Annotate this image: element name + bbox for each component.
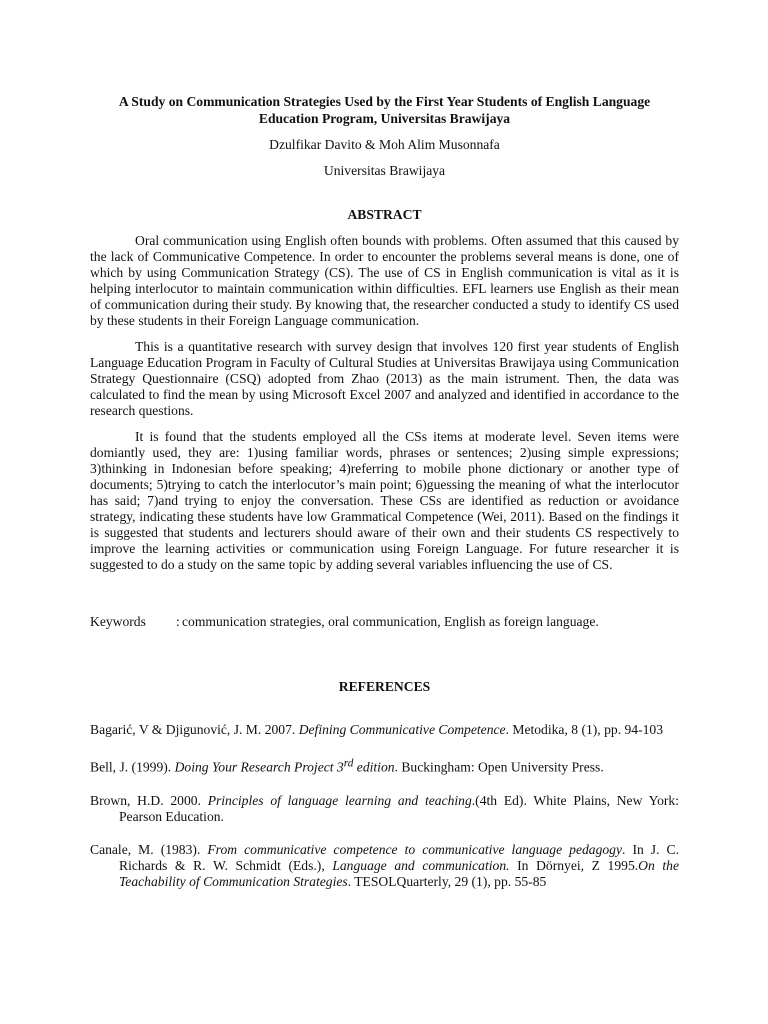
paper-title-line-1: A Study on Communication Strategies Used by the First Year Students of English Language	[118, 94, 651, 109]
reference-item	[90, 755, 679, 776]
reference-text: .(4th Ed). White Plains, New York: Pearson Education.	[119, 792, 679, 824]
reference-superscript: rd	[343, 757, 354, 769]
reference-item	[90, 793, 679, 825]
keywords-label: Keywords	[90, 614, 146, 629]
reference-text: . TESOLQuarterly, 29 (1), pp. 55-85	[347, 873, 547, 889]
reference-title: On the Teachability of Communication Strategies	[119, 857, 679, 889]
abstract-paragraph-1: Oral communication using English often bounds with problems. Often assumed that this caused by the lack of Communicative Competence. In order to encounter the problems several means is done, one of which by using Communication Strategy (CS). The use of CS in English communication is vital as it is helping interlocutor to maintain communication within difficulties. EFL learners use English as their mean of communication during their study. By knowing that, the researcher conducted a study to identify CS used by these students in their Foreign Language communication.	[90, 233, 679, 328]
affiliation: Universitas Brawijaya	[323, 163, 446, 178]
author-names: Dzulfikar Davito & Moh Alim Musonnafa	[269, 137, 500, 152]
reference-title: edition	[353, 759, 395, 775]
reference-title: Defining Communicative Competence	[298, 722, 506, 737]
abstract-paragraph-3: It is found that the students employed all the CSs items at moderate level. Seven items were domiantly used, they are: 1)using familiar words, phrases or sentences; 2)using simple expressions; 3)thinking in Indonesian before speaking; 4)referring to mobile phone dictionary or another type of documents; 5)trying to catch the interlocutor’s main point; 6)guessing the meaning of what the interlocutor has said; 7)and trying to enjoy the conversation. These CSs are identified as reduction or avoidance strategy, indicating these students have low Grammatical Competence (Wei, 2011). Based on the findings it is suggested that students and lecturers should aware of their own and their students CS respectively to improve the learning activities or communication using Foreign Language. For future researcher it is suggested to do a study on the same topic by adding several variables influencing the use of CS.	[90, 429, 679, 572]
reference-title: Principles of language learning and teaching	[207, 792, 472, 808]
reference-text: Bell, J. (1999).	[90, 759, 175, 775]
keywords-text: communication strategies, oral communication, English as foreign language.	[182, 614, 599, 629]
keywords-separator: :	[176, 614, 180, 629]
reference-text: . Metodika, 8 (1), pp. 94-103	[505, 722, 663, 737]
reference-title: From communicative competence to communicative language pedagogy	[207, 841, 623, 857]
reference-item	[90, 722, 679, 738]
references-heading: REFERENCES	[338, 679, 431, 694]
reference-title: Language and communication.	[332, 857, 510, 873]
abstract-paragraph-2: This is a quantitative research with survey design that involves 120 first year students of English Language Education Program in Faculty of Cultural Studies at Universitas Brawijaya using Communication Strategy Questionnaire (CSQ) adopted from Zhao (2013) as the main istrument. Then, the data was calculated to find the mean by using Microsoft Excel 2007 and analyzed and identified in accordance to the research questions.	[90, 339, 679, 418]
paper-title-line-2: Education Program, Universitas Brawijaya	[258, 111, 511, 126]
reference-list	[90, 722, 679, 890]
reference-text: . Buckingham: Open University Press.	[394, 759, 604, 775]
paper-page	[90, 93, 679, 907]
abstract-heading: ABSTRACT	[347, 207, 422, 222]
reference-title: Doing Your Research Project 3	[174, 759, 344, 775]
reference-text: Canale, M. (1983).	[90, 841, 208, 857]
keywords-line	[90, 614, 679, 630]
reference-item	[90, 842, 679, 890]
paper-title	[90, 93, 679, 127]
reference-text: Bagarić, V & Djigunović, J. M. 2007.	[90, 722, 299, 737]
reference-text: In Dörnyei, Z 1995.	[509, 857, 639, 873]
reference-text: Brown, H.D. 2000.	[90, 792, 208, 808]
reference-text: . In J. C. Richards & R. W. Schmidt (Eds.),	[119, 841, 679, 873]
